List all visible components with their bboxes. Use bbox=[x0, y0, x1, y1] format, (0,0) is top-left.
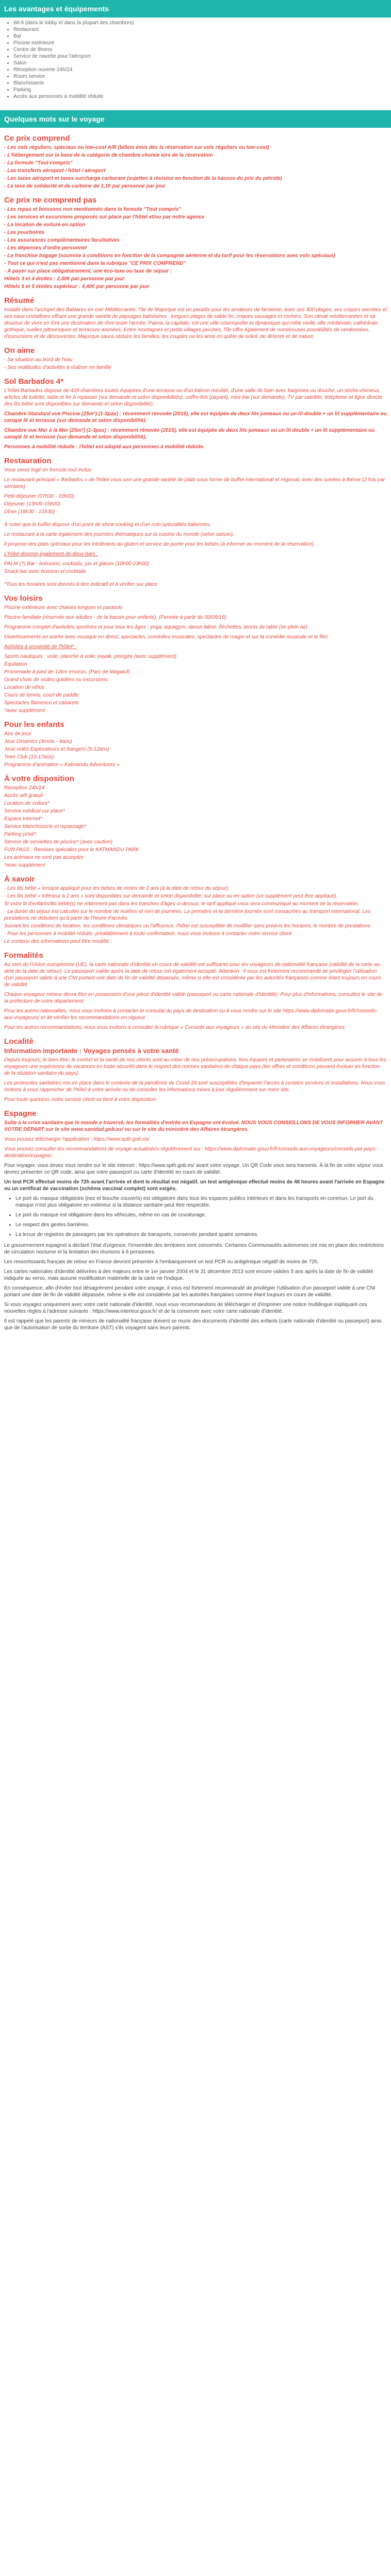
advantages-title: Les avantages et équipements bbox=[0, 0, 391, 18]
espagne-text9: En conséquence, afin d'éviter tout désagrément pendant votre voyage, il vous est fortement recommandé de privilégier l'utilisation d'un passeport valide à une CNI portant une date de fin de validité dépassée, même si elle est considérée par les autorités françaises comme étant toujours en cours de validité. bbox=[4, 1285, 376, 1298]
activity-item: Spectacles flamenco et cabarets bbox=[4, 700, 79, 706]
advantage-item: • Service de navette pour l'aéroport bbox=[13, 53, 391, 60]
not-included-item: - À payer sur place obligatoirement, une éco-taxe ou taxe de séjour : bbox=[4, 268, 172, 274]
included-item: - La taxe de solidarité et de carbone de 1,1€ par personne par jour bbox=[4, 183, 166, 189]
advantage-item: • Blanchisserie bbox=[13, 80, 391, 87]
activity-item: Équitation bbox=[4, 662, 27, 667]
activity-item: *avec supplément bbox=[4, 708, 45, 714]
hotel-text: L'hôtel Barbados dispose de 428 chambres toutes équipées d'une terrasse ou d'un balcon meublé, d'une salle de bain avec baignoire ou douche, un sèche-cheveux, articles de toilette, table et fer à repasser (sur demande et selon disponibilités), coffre-fort (payant), mini-bar (sur demande), TV par satellite, téléphone et ligne directe (les lits bébé sont disponibles sur demande et selon disponibilité). bbox=[4, 388, 383, 407]
extras-section bbox=[0, 110, 391, 1331]
loisirs-text4: Divertissements en soirée avec musique en direct, spectacles, comédies musicales, spectacles de magie et sur la comédie musicale et le film. bbox=[4, 634, 329, 640]
activity-item: Cours de tennis, court de paddle bbox=[4, 692, 79, 698]
horaire-item: Déjeuner (13h00-15h00) bbox=[4, 501, 60, 507]
espagne-text5: Un test PCR effectué moins de 72h avant l'arrivée et dont le résultat est négatif, un test antigénique effectué moins de 48 heures avant l'arrivée en Espagne ou un certificat de vaccination (schéma vaccinal complet) sont exigés. bbox=[4, 1179, 385, 1192]
bar-item: PALM (?) Bar : boissons, cocktails, jus et glaces (10h00-23h00) bbox=[4, 561, 150, 567]
advantage-item: • Salon bbox=[13, 60, 391, 66]
onsite-title: On aime bbox=[4, 346, 35, 355]
advantage-item: • Accès aux personnes à mobilité réduite bbox=[13, 93, 391, 100]
activity-item: Grand choix de visites guidées ou excursions bbox=[4, 677, 108, 683]
dispo-list bbox=[4, 785, 387, 869]
not-included-item: Hôtels 3 et 4 étoiles : 2,00€ par personne par jour bbox=[4, 276, 125, 282]
loisirs-text: Piscine extérieure avec chaises longues et parasols bbox=[4, 605, 123, 611]
enfants-title: Pour les enfants bbox=[4, 720, 64, 729]
espagne-text8: Les cartes nationales d'identité délivrées à des majeurs entre le 1er janvier 2004 et le 31 décembre 2013 sont encore valides 5 ans après la date de fin de validité indiquée au verso, mais aucune modification matérielle de la carte ne l'indique. bbox=[4, 1269, 373, 1281]
dispo-item: *avec supplément bbox=[4, 862, 45, 868]
formalites-text4: Pour les autres recommandations, nous vous invitons à consulter la rubrique « Conseils aux voyageurs » du site du Ministère des Affaires étrangères. bbox=[4, 1025, 346, 1030]
hotel-title: Sol Barbados 4* bbox=[4, 377, 64, 386]
horaire-item: Dîner (18h30 - 21h30) bbox=[4, 509, 55, 515]
espagne-bullet: • Le port du masque est obligatoire dans les véhicules, même en cas de covoiturage. bbox=[15, 1212, 387, 1218]
not-included-item: - La location de voiture en option bbox=[4, 222, 86, 228]
info-text: Depuis toujours, le bien-être, le confort et la santé de nos clients sont au cœur de nos préoccupations. Nos équipes et partenaires se mobilisent pour assurer à tous les voyageurs une expérience de vacances en toute sécurité dans le respect des normes sanitaires de chaque pays (les offres et conditions peuvent évoluer en fonction de la situation sanitaire du pays). bbox=[4, 1057, 386, 1076]
espagne-text: Suite à la crise sanitaire que le monde a traversé, les formalités d'entrée en Espagne ont évolué. NOUS VOUS CONSEILLONS DE VOUS INFORMER AVANT VOTRE DÉPART sur le site www.sanidad.gob.es/ ou sur le site du ministère des Affaires étrangères. bbox=[4, 1120, 383, 1132]
onsite-item: - Sa situation au bord de l'eau bbox=[4, 357, 73, 363]
resume-text: Installé dans l'archipel des Baléares en mer Méditerranée, l'île de Majorque est un paradis pour les amateurs de farniente, avec ses 300 plages, ses criques secrètes et ses eaux cristallines offrant une grande variété de paysages balnéaires : longues plages de sable fin, criques sauvages et rochers. Son climat méditerranéen et sa douceur de vivre en font une destination de rêve toute l'année. Palma, la capitale, est une ville cosmopolite et dynamique qui mêle vieille ville médiévale, cathédrale gothique, ruelles pittoresques et terrasses animées. Entre montagnes et petits villages perchés, l'île offre également de nombreuses possibilités de randonnées, d'excursions et de découvertes. Majorque saura séduire les familles, les couples ou les amis en quête de soleil, de détente et de nature. bbox=[4, 307, 387, 340]
dispo-item: Espace Internet* bbox=[4, 816, 42, 822]
savoir-item: - Pour les personnes à mobilité réduite, préalablement à toute confirmation, nous vous invitons à contacter notre service client. bbox=[4, 931, 293, 937]
enfants-list bbox=[4, 731, 387, 768]
dispo-item: Réception 24h/24 bbox=[4, 785, 45, 791]
advantage-item: • Parking bbox=[13, 87, 391, 93]
espagne-text6: Le gouvernement espagnol a déclaré l'état d'urgence, l'ensemble des territoires sont concernés. Certaines Communautés autonomes ont mis en place des restrictions de circulation nocturne et la limitation des réunions à 6 personnes. bbox=[4, 1243, 384, 1255]
espagne-text2: Vous pouvez télécharger l'application : https://www.spth.gob.es/ bbox=[4, 1137, 150, 1142]
loisirs-text2: Piscine familiale (réservée aux adultes - de la bassin pour enfants), (Fermée à partir du 30/09/19) bbox=[4, 615, 226, 620]
activity-item: Sports nautiques : voile, planche à voile, kayak, plongée (avec supplément) bbox=[4, 654, 177, 659]
savoir-item: - La durée du séjour est calculée sur le nombre de nuitées et non de journées. La première et la dernière journée sont consacrées au transport international. Les prestations ne débutent qu'à partir de l'heure d'arrivée. bbox=[4, 909, 371, 921]
bars-note: *Tous les horaires sont donnés à titre indicatif et à vérifier sur place bbox=[4, 582, 158, 587]
extras-title: Quelques mots sur le voyage bbox=[0, 110, 391, 128]
restauration-title: Restauration bbox=[4, 456, 52, 465]
info-text2: Les protocoles sanitaires mis en place dans le contexte de la pandémie de Covid-19 sont susceptibles d'impacter l'accès à certains services et installations. Nous vous invitons à vous rapprocher de l'hôtel à votre arrivée ou de consulter les informations mises à jour régulièrement sur notre site. bbox=[4, 1080, 385, 1093]
enfant-item: Aire de jeux bbox=[4, 731, 31, 737]
espagne-text3: Vous pouvez consulter les recommandations de voyage actualisées régulièrement sur : https://www.diplomatie.gouv.fr/fr/conseils-aux-voyageurs/conseils-par-pays-destination/espagne/ bbox=[4, 1146, 377, 1159]
pmr-text: Personnes à mobilité réduite : l'hôtel est adapté aux personnes à mobilité réduite. bbox=[4, 444, 205, 450]
resto-note2: Le restaurant à la carte également des journées thématiques sur la cuisine du monde (selon saison). bbox=[4, 532, 234, 537]
activity-item: Location de vélos bbox=[4, 685, 44, 690]
included-item: - Les transferts aéroport / hôtel / aéroport bbox=[4, 168, 106, 174]
onsite-item: - Ses multitudes d'activités à réaliser en famille bbox=[4, 365, 111, 370]
loisirs-title: Vos loisirs bbox=[4, 594, 43, 603]
advantage-item: • Centre de fitness bbox=[13, 46, 391, 53]
formalites-title: Formalités bbox=[4, 951, 43, 960]
advantage-item: • Bar bbox=[13, 33, 391, 40]
included-item: - La formule "Tout compris" bbox=[4, 160, 73, 166]
savoir-item: - Les lits bébé « inférieur à 2 ans » sont disponibles sur demande et selon disponibilité, sur place ou en option (un supplément peut être appliqué). bbox=[4, 893, 338, 899]
bars-list bbox=[4, 561, 387, 575]
onsite-list bbox=[4, 357, 387, 371]
included-list bbox=[4, 144, 387, 190]
dispo-item: Les animaux ne sont pas acceptés bbox=[4, 855, 84, 860]
enfant-item: Jeux vidéo Explorateurs et Rangers (5-12ans) bbox=[4, 747, 109, 752]
espagne-text10: Si vous voyagez uniquement avec votre carte nationale d'identité, nous vous recommandons de télécharger et d'imprimer une notice multilingue expliquant ces nouvelles règles à l'adresse suivante : https://www.interieur.gouv.fr/ et de la conserver avec votre carte nationale d'identité. bbox=[4, 1302, 367, 1314]
dispo-item: Parking privé* bbox=[4, 832, 37, 837]
advantage-item: • Wi-fi (dans le lobby et dans la plupart des chambres) bbox=[13, 20, 391, 26]
advantage-item: • Restaurant bbox=[13, 26, 391, 33]
dispo-item: Service blanchisserie et repassage* bbox=[4, 824, 86, 829]
espagne-bullets bbox=[4, 1195, 387, 1238]
enfant-item: Teen Club (13-17ans) bbox=[4, 754, 54, 760]
resume-title: Résumé bbox=[4, 296, 35, 305]
activities-list bbox=[4, 653, 387, 714]
not-included-item: - Les dépenses d'ordre personnel bbox=[4, 245, 87, 251]
advantages-list bbox=[0, 18, 391, 103]
horaire-item: Petit-déjeuner (07h30 - 10h00) bbox=[4, 494, 75, 499]
included-item: - Les vols réguliers, spéciaux ou low-cost A/R (billets émis dès la réservation sur vols réguliers ou low-cost) bbox=[4, 145, 269, 150]
savoir-item: Le contenu des informations peut être modifié. bbox=[4, 939, 110, 944]
formalites-text2: Chaque voyageur mineur devra être en possession d'une pièce d'identité valide (passeport ou carte nationale d'identité). Pour plus d'informations, consultez le site de la préfecture de votre département. bbox=[4, 992, 383, 1004]
activity-item: Promenade à pied de 12km environ, (Parc de Magaluf) bbox=[4, 669, 130, 675]
restauration-text: Le restaurant principal « Barbados » de l'hôtel vous sert une grande variété de plats sous forme de buffet international et régional, avec des soirées à thème (2 fois par semaine). bbox=[4, 477, 385, 489]
not-included-item: - Les pourboires bbox=[4, 230, 45, 235]
enfant-item: Jeux Dinamics (4mois - 4ans) bbox=[4, 739, 72, 744]
resto-note3: Il propose des plats spéciaux pour les intolérants au gluten et service de purée pour les bébés (à informer au moment de la réservation). bbox=[4, 541, 316, 547]
espagne-text11: Il est rappelé que les parents de mineurs de nationalité française doivent se munir des documents d'identité des enfants (carte nationale d'identité ou passeport) ainsi que de l'autorisation de sortie du territoire (AST) s'ils voyagent sans leurs parents. bbox=[4, 1318, 382, 1331]
room1-text: Chambre Standard vue Piscine (25m²) (1-3pax) : récemment rénovée (2015), elle est équipée de deux lits jumeaux ou un lit double + un lit supplémentaire ou canapé lit et terrasse (sur demande et selon disponibilité). bbox=[4, 411, 387, 423]
included-item: - L'hébergement sur la base de la catégorie de chambre choisie lors de la réservation bbox=[4, 152, 213, 158]
savoir-item: - Les lits bébé « lorsque appliqué pour les bébés de moins de 2 ans (à la date de retour du séjour). bbox=[4, 886, 230, 891]
not-included-list bbox=[4, 206, 387, 290]
bars-title: L'hôtel dispose également de deux bars : bbox=[4, 551, 99, 557]
bar-item: Snack bar avec boisson et cocktails bbox=[4, 569, 86, 574]
info-title: Information importante : Voyages pensés à votre santé bbox=[4, 1047, 179, 1055]
info-text3: Pour toute question, notre service client se tient à votre disposition. bbox=[4, 1097, 157, 1103]
advantage-item: • Piscine extérieure bbox=[13, 40, 391, 46]
dispo-item: Location de voiture* bbox=[4, 801, 50, 806]
localite-title: Localité bbox=[4, 1037, 34, 1046]
not-included-item: - Les assurances complémentaires facultatives bbox=[4, 238, 120, 243]
espagne-text7: Les ressortissants français de retour en France devront présenter à l'embarquement un test PCR ou antigénique négatif de moins de 72h. bbox=[4, 1259, 319, 1265]
enfant-item: Programme d'animation « Katmandu Adventures » bbox=[4, 762, 120, 768]
not-included-item: - Les services et excursions proposés sur place par l'hôtel et/ou par notre agence bbox=[4, 214, 205, 220]
dispo-item: Service de serviettes de piscine* (avec caution) bbox=[4, 839, 113, 845]
espagne-bullet: • Le port du masque obligatoire (nez et bouche couverts) est obligatoire dans tous les espaces publics intérieurs et dans les transports en commun. Le port du masque n'est plus obligatoire en extérieur si la distance sanitaire peut être respectée. bbox=[15, 1195, 387, 1209]
room2-text: Chambre vue Mer à la Mer (25m²) (1-3pax) : récemment rénovée (2015), elle est équipée de deux lits jumeaux ou un lit double + un lit supplémentaire ou canapé lit et terrasse (sur demande et selon disponibilité). bbox=[4, 428, 375, 440]
not-included-title: Ce prix ne comprend pas bbox=[4, 196, 97, 205]
advantage-item: • Room service bbox=[13, 73, 391, 80]
espagne-bullet: • La tenue de registres de passagers par les opérateurs de transports, conservés pendant quatre semaines. bbox=[15, 1231, 387, 1238]
resto-note: À noter que le buffet dispose d'un point de show cooking et d'un coin spécialités italiennes. bbox=[4, 522, 211, 528]
dispo-item: Service médical sur place* bbox=[4, 808, 65, 814]
espagne-bullet: • Le respect des gestes barrières. bbox=[15, 1222, 387, 1228]
not-included-item: - Tout ce qui n'est pas mentionné dans la rubrique "CE PRIX COMPREND" bbox=[4, 261, 186, 266]
not-included-item: - La franchise bagage (soumise à conditions en fonction de la compagnie aérienne et du tarif pour les réservations avec vols spéciaux) bbox=[4, 253, 335, 259]
advantage-item: • Réception ouverte 24h/24 bbox=[13, 66, 391, 73]
dispo-item: FUN PASS : Remises spéciales pour le KATMANDU PARK bbox=[4, 847, 139, 853]
formalites-text: Au sein de l'Union européenne (UE), la carte nationale d'identité en cours de validité est suffisante pour les voyageurs de nationalité française (validité de la carte au-delà de la date de retour). Le passeport valide après la date de retour est également accepté. Attention : il vous est fortement recommandé de privilégier l'utilisation d'un passeport valide à une CNI portant une date de fin de validité dépassée, même si elle est considérée par les autorités françaises comme étant toujours en cours de validité. bbox=[4, 962, 382, 988]
not-included-item: - Les repas et boissons non mentionnés dans la formule "Tout compris" bbox=[4, 207, 182, 212]
included-title: Ce prix comprend bbox=[4, 134, 70, 143]
espagne-text4: Pour voyager, vous devez vous rendre sur le site internet : https://www.spth.gob.es/ avant votre voyage. Un QR Code vous sera transmis. À la fin de votre séjour vous devrez présenter ce QR code, ainsi que votre passeport ou carte d'identité en cours de validité. bbox=[4, 1163, 383, 1175]
savoir-title: À savoir bbox=[4, 875, 35, 884]
formalites-text3: Pour les autres nationalités, nous vous invitons à contacter le consulat du pays de destination ou à vous rendre sur le site https://www.diplomatie.gouv.fr/fr/conseils-aux-voyageurs/ et de vérifier les recommandations en vigueur. bbox=[4, 1008, 378, 1021]
dispo-title: À votre disposition bbox=[4, 774, 74, 783]
included-item: - Les taxes aéroport et taxes surcharge carburant (sujettes à révision en fonction de la hausse du prix du pétrole) bbox=[4, 176, 282, 181]
activities-title: Activités à proximité de l'hôtel* : bbox=[4, 644, 77, 650]
loisirs-text3: Programme complet d'activités sportives et pour tous les âges : yoga, aquagym, danse latine, fléchettes, tennis de table (en plein air) bbox=[4, 624, 308, 630]
savoir-item: Si votre lit d'enfants/lits bébé(s) ne retiennent pas dans les tranches d'âges ci-dessus, le tarif appliqué vous sera communiqué au moment de la réservation. bbox=[4, 901, 360, 907]
savoir-item: Suivant les conditions de location, les conditions climatiques ou l'affluence, l'hôtel est susceptible de modifier sans préavis les horaires, le nombre de prestations. bbox=[4, 923, 372, 929]
advantages-section bbox=[0, 0, 391, 103]
restauration-intro: Vous serez logé en formule tout inclus bbox=[4, 467, 92, 473]
dispo-item: Accès wifi gratuit bbox=[4, 793, 43, 799]
espagne-title: Espagne bbox=[4, 1109, 37, 1118]
savoir-list bbox=[4, 885, 387, 945]
not-included-item: Hôtels 5 et 5 étoiles supérieur : 4,40€ par personne par jour bbox=[4, 284, 150, 290]
horaires-list bbox=[4, 493, 387, 515]
